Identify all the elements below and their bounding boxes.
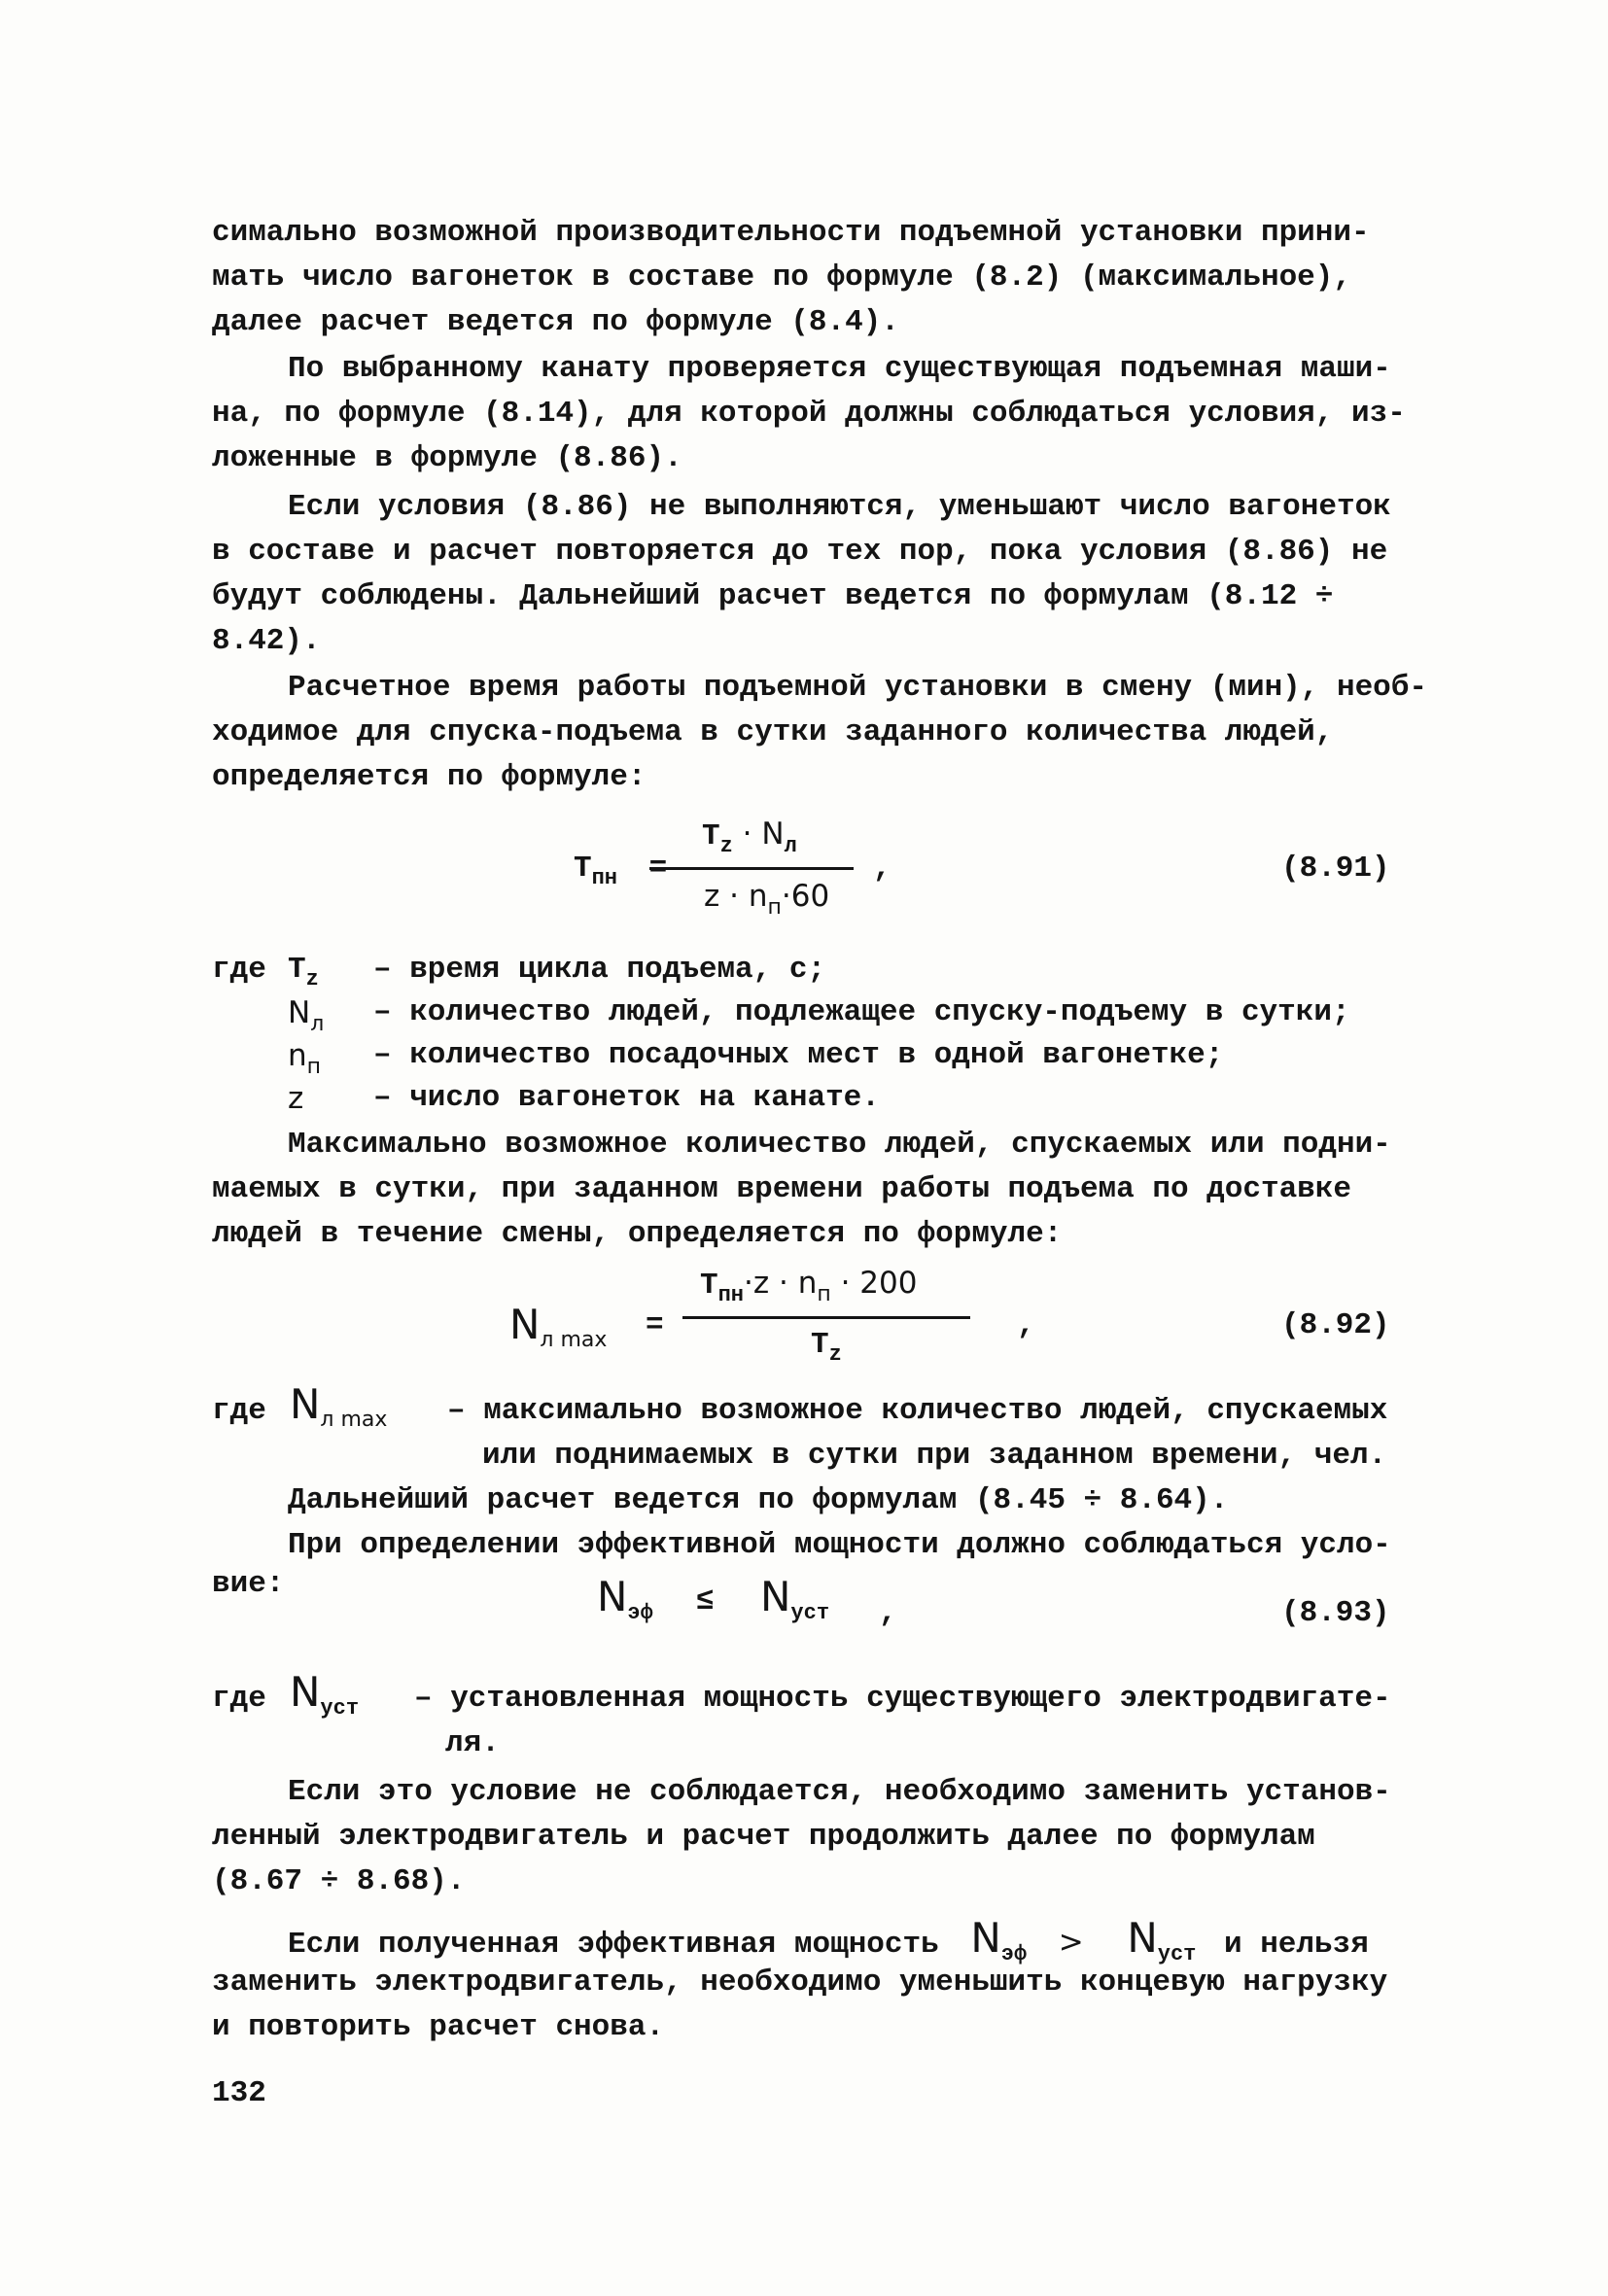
text-line: в составе и расчет повторяется до тех пор, пока условия (8.86) не [212, 535, 1388, 569]
text-line: маемых в сутки, при заданном времени работы подъема по доставке [212, 1172, 1351, 1206]
symbol-definition: – максимально возможное количество людей, спускаемых [447, 1394, 1388, 1428]
text-line: симально возможной производительности подъемной установки прини- [212, 216, 1370, 250]
formula-denominator: $Т_z$ [811, 1328, 842, 1367]
symbol: $n_п$ [288, 1038, 322, 1079]
formula-numerator: $Т_{пн}\cdot z \cdot n_п \cdot 200$ [700, 1266, 918, 1307]
formula-lhs: $Т_{пн}$ = [574, 852, 668, 890]
equation-number: (8.92) [1281, 1308, 1390, 1342]
page-number: 132 [212, 2076, 266, 2110]
equation-number: (8.91) [1281, 852, 1390, 886]
symbol-definition: – установленная мощность существующего электродвигате- [414, 1682, 1391, 1716]
where-label: где [212, 953, 266, 987]
formula-denominator: $z \cdot n_п\cdot 60$ [704, 879, 830, 920]
symbol: z [288, 1081, 304, 1116]
formula-operator: ≤ [696, 1584, 715, 1618]
text-line: будут соблюдены. Дальнейший расчет ведется по формулам (8.12 ÷ [212, 579, 1334, 613]
symbol-definition: или поднимаемых в сутки при заданном времени, чел. [482, 1439, 1387, 1473]
text-line: Если условия (8.86) не выполняются, уменьшают число вагонеток [288, 490, 1391, 524]
text-line: ходимое для спуска-подъема в сутки заданного количества людей, [212, 715, 1334, 749]
text-line: ленный электродвигатель и расчет продолжить далее по формулам [212, 1820, 1315, 1854]
text-line: Если полученная эффективная мощность $N_{эф} > N_{уст}$ и нельзя [288, 1914, 1369, 1966]
equation-number: (8.93) [1281, 1596, 1390, 1630]
symbol: $N_{уст}$ [290, 1668, 360, 1721]
formula-numerator: $Т_z \cdot N_л$ [702, 817, 797, 858]
where-label: где [212, 1394, 266, 1428]
text-line: ложенные в формуле (8.86). [212, 441, 682, 475]
formula-rhs: $N_{уст}$ [760, 1573, 830, 1625]
where-label: где [212, 1682, 266, 1716]
text-line: При определении эффективной мощности должно соблюдаться усло- [288, 1528, 1391, 1562]
symbol: N [1127, 1914, 1158, 1962]
formula-eq: = [646, 1308, 664, 1342]
symbol-definition: – число вагонеток на канате. [373, 1081, 880, 1115]
text-line: заменить электродвигатель, необходимо уменьшить концевую нагрузку [212, 1966, 1388, 2000]
text-line: Дальнейший расчет ведется по формулам (8.45 ÷ 8.64). [288, 1483, 1229, 1517]
text-line: 8.42). [212, 624, 321, 658]
text-line: вие: [212, 1567, 285, 1601]
symbol-definition: – время цикла подъема, с; [373, 953, 826, 987]
text-line: и повторить расчет снова. [212, 2010, 665, 2044]
text-line: определяется по формуле: [212, 760, 647, 794]
text-line: (8.67 ÷ 8.68). [212, 1864, 466, 1898]
symbol: $N_л$ [288, 995, 325, 1036]
text-line: Расчетное время работы подъемной установки в смену (мин), необ- [288, 671, 1427, 705]
formula-lhs: $N_{л max}$ [509, 1301, 608, 1352]
text-line: Максимально возможное количество людей, спускаемых или подни- [288, 1128, 1391, 1162]
symbol: $Т_z$ [288, 953, 319, 991]
fraction-bar [682, 1316, 970, 1319]
text-line: По выбранному канату проверяется существующая подъемная маши- [288, 352, 1391, 386]
symbol-definition: – количество посадочных мест в одной вагонетке; [373, 1038, 1224, 1072]
symbol-definition: ля. [445, 1726, 500, 1760]
formula-lhs: $N_{эф}$ [597, 1573, 653, 1625]
text-line: далее расчет ведется по формуле (8.4). [212, 305, 899, 339]
symbol: N [970, 1914, 1001, 1962]
formula-comma: , [879, 1596, 897, 1630]
formula-comma: , [873, 852, 891, 886]
text-line: Если это условие не соблюдается, необходимо заменить установ- [288, 1775, 1391, 1809]
fraction-bar [649, 867, 854, 870]
text-line: людей в течение смены, определяется по формуле: [212, 1217, 1063, 1251]
text-line: на, по формуле (8.14), для которой должны соблюдаться условия, из- [212, 397, 1406, 431]
symbol-definition: – количество людей, подлежащее спуску-подъему в сутки; [373, 995, 1350, 1029]
formula-comma: , [1017, 1308, 1035, 1342]
text-line: мать число вагонеток в составе по формуле (8.2) (максимальное), [212, 261, 1351, 295]
symbol: $N_{л max}$ [290, 1380, 388, 1432]
